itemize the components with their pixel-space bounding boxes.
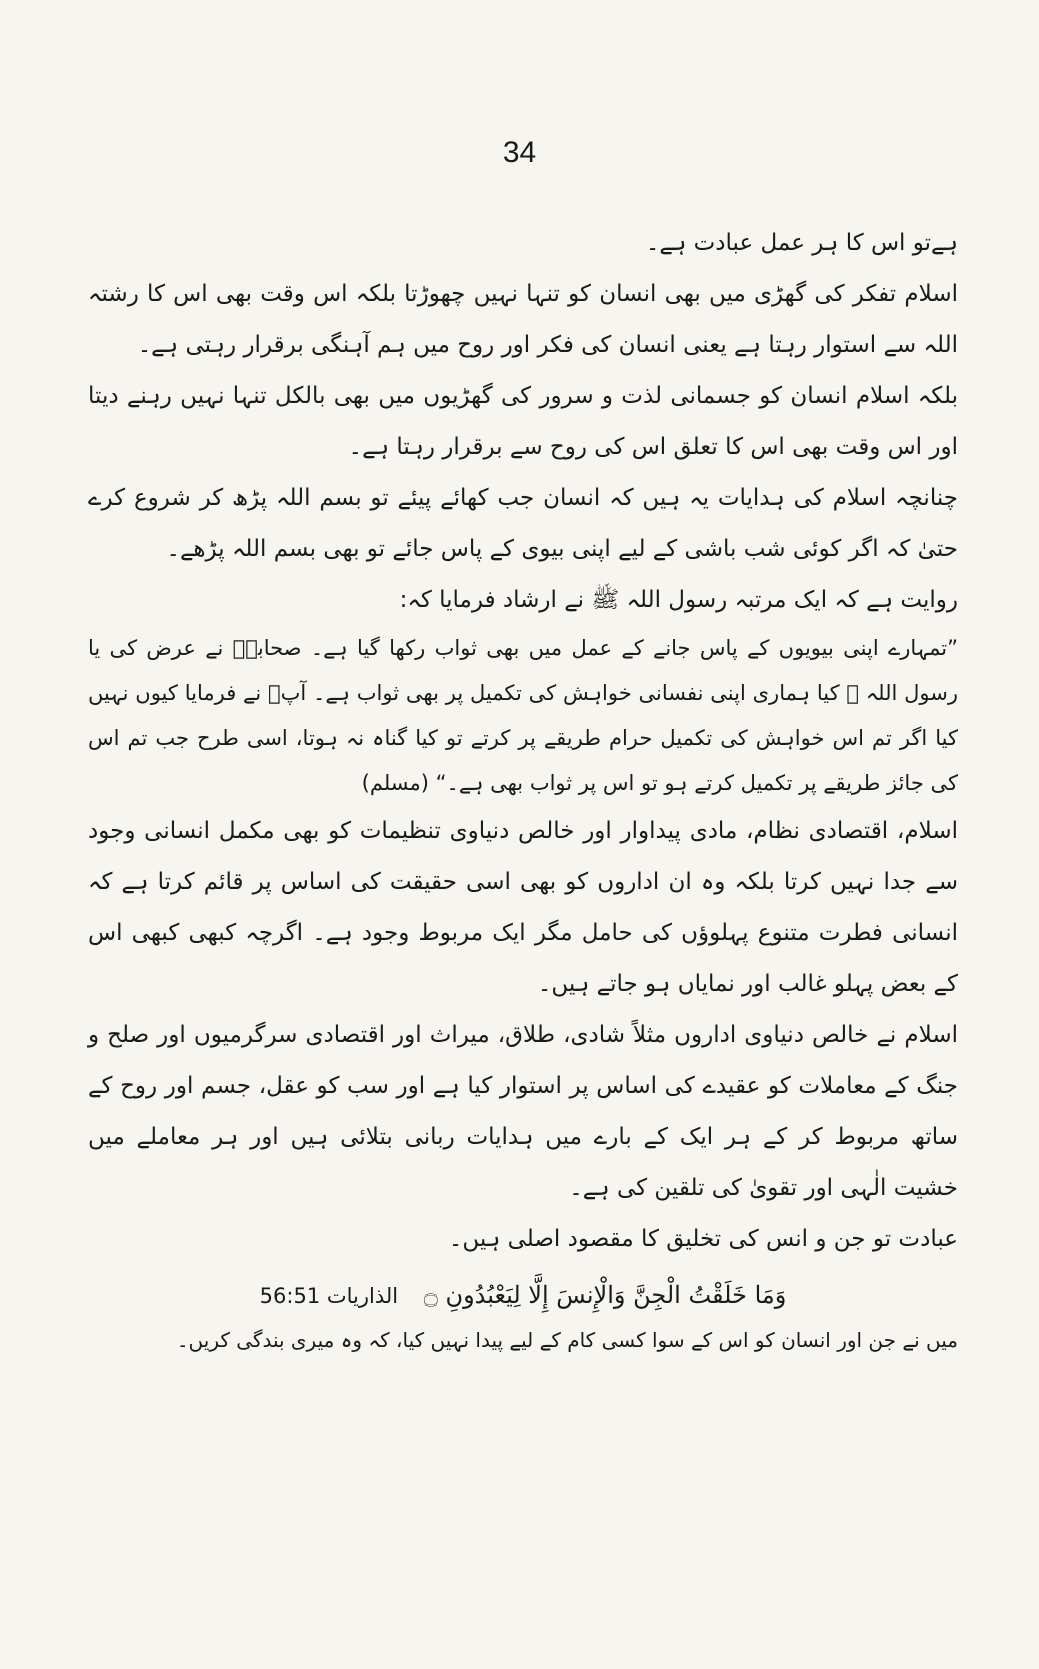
verse-arabic: وَمَا خَلَقْتُ الْجِنَّ وَالْإِنسَ إِلَّا لِيَعْبُدُونِ ۝ <box>423 1281 787 1309</box>
paragraph-3: بلکہ اسلام انسان کو جسمانی لذت و سرور کی گھڑیوں میں بھی بالکل تنہا نہیں رہنے دیتا اور اس وقت بھی اس کا تعلق اس کی روح سے برقرار رہتا ہے۔ <box>88 383 958 460</box>
quran-verse <box>88 1271 958 1320</box>
paragraph-4: چنانچہ اسلام کی ہدایات یہ ہیں کہ انسان جب کھائے پیئے تو بسم اللہ پڑھ کر شروع کرے حتیٰ کہ اگر کوئی شب باشی کے لیے اپنی بیوی کے پاس جائے تو بھی بسم اللہ پڑھے۔ <box>88 485 958 562</box>
hadith-quote: ”تمہارے اپنی بیویوں کے پاس جانے کے عمل میں بھی ثواب رکھا گیا ہے۔ صحابہؓ نے عرض کی یا رسول اللہ ﷺ کیا ہماری اپنی نفسانی خواہش کی تکمیل پر بھی ثواب ہے۔ آپؐ نے فرمایا کیوں نہیں کیا اگر تم اس خواہش کی تکمیل حرام طریقے پر کرتے تو کیا گناہ نہ ہوتا، اسی طرح جب تم اس کی جائز طریقے پر تکمیل کرتے ہو تو اس پر ثواب بھی ہے۔“ (مسلم) <box>88 636 958 795</box>
page-number: 34 <box>502 136 537 169</box>
paragraph-6: اسلام، اقتصادی نظام، مادی پیداوار اور خالص دنیاوی تنظیمات کو بھی مکمل انسانی وجود سے جدا نہیں کرتا بلکہ وہ ان اداروں کو بھی اسی حقیقت کی اساس پر قائم کرتا ہے کہ انسانی فطرت متنوع پہلوؤں کی حامل مگر ایک مربوط وجود ہے۔ اگرچہ کبھی کبھی اس کے بعض پہلو غالب اور نمایاں ہو جاتے ہیں۔ <box>88 818 958 997</box>
paragraph-5: روایت ہے کہ ایک مرتبہ رسول اللہ ﷺ نے ارشاد فرمایا کہ: <box>399 587 958 613</box>
verse-translation: میں نے جن اور انسان کو اس کے سوا کسی کام کے لیے پیدا نہیں کیا، کہ وہ میری بندگی کریں۔ <box>176 1328 958 1352</box>
paragraph-7: اسلام نے خالص دنیاوی اداروں مثلاً شادی، طلاق، میراث اور اقتصادی سرگرمیوں اور صلح و جنگ کے معاملات کو عقیدے کی اساس پر استوار کیا ہے اور سب کو عقل، جسم اور روح کے ساتھ مربوط کر کے ہر ایک کے بارے میں ہدایات ربانی بتلائی ہیں اور ہر معاملے میں خشیت الٰہی اور تقویٰ کی تلقین کی ہے۔ <box>88 1022 958 1201</box>
page-body <box>88 218 958 1360</box>
verse-reference: الذاریات 56:51 <box>259 1284 399 1308</box>
paragraph-1: ہےتو اس کا ہر عمل عبادت ہے۔ <box>645 230 958 256</box>
paragraph-2: اسلام تفکر کی گھڑی میں بھی انسان کو تنہا نہیں چھوڑتا بلکہ اس وقت بھی اس کا رشتہ اللہ سے استوار رہتا ہے یعنی انسان کی فکر اور روح میں ہم آہنگی برقرار رہتی ہے۔ <box>88 281 958 358</box>
paragraph-8: عبادت تو جن و انس کی تخلیق کا مقصود اصلی ہیں۔ <box>448 1226 958 1252</box>
